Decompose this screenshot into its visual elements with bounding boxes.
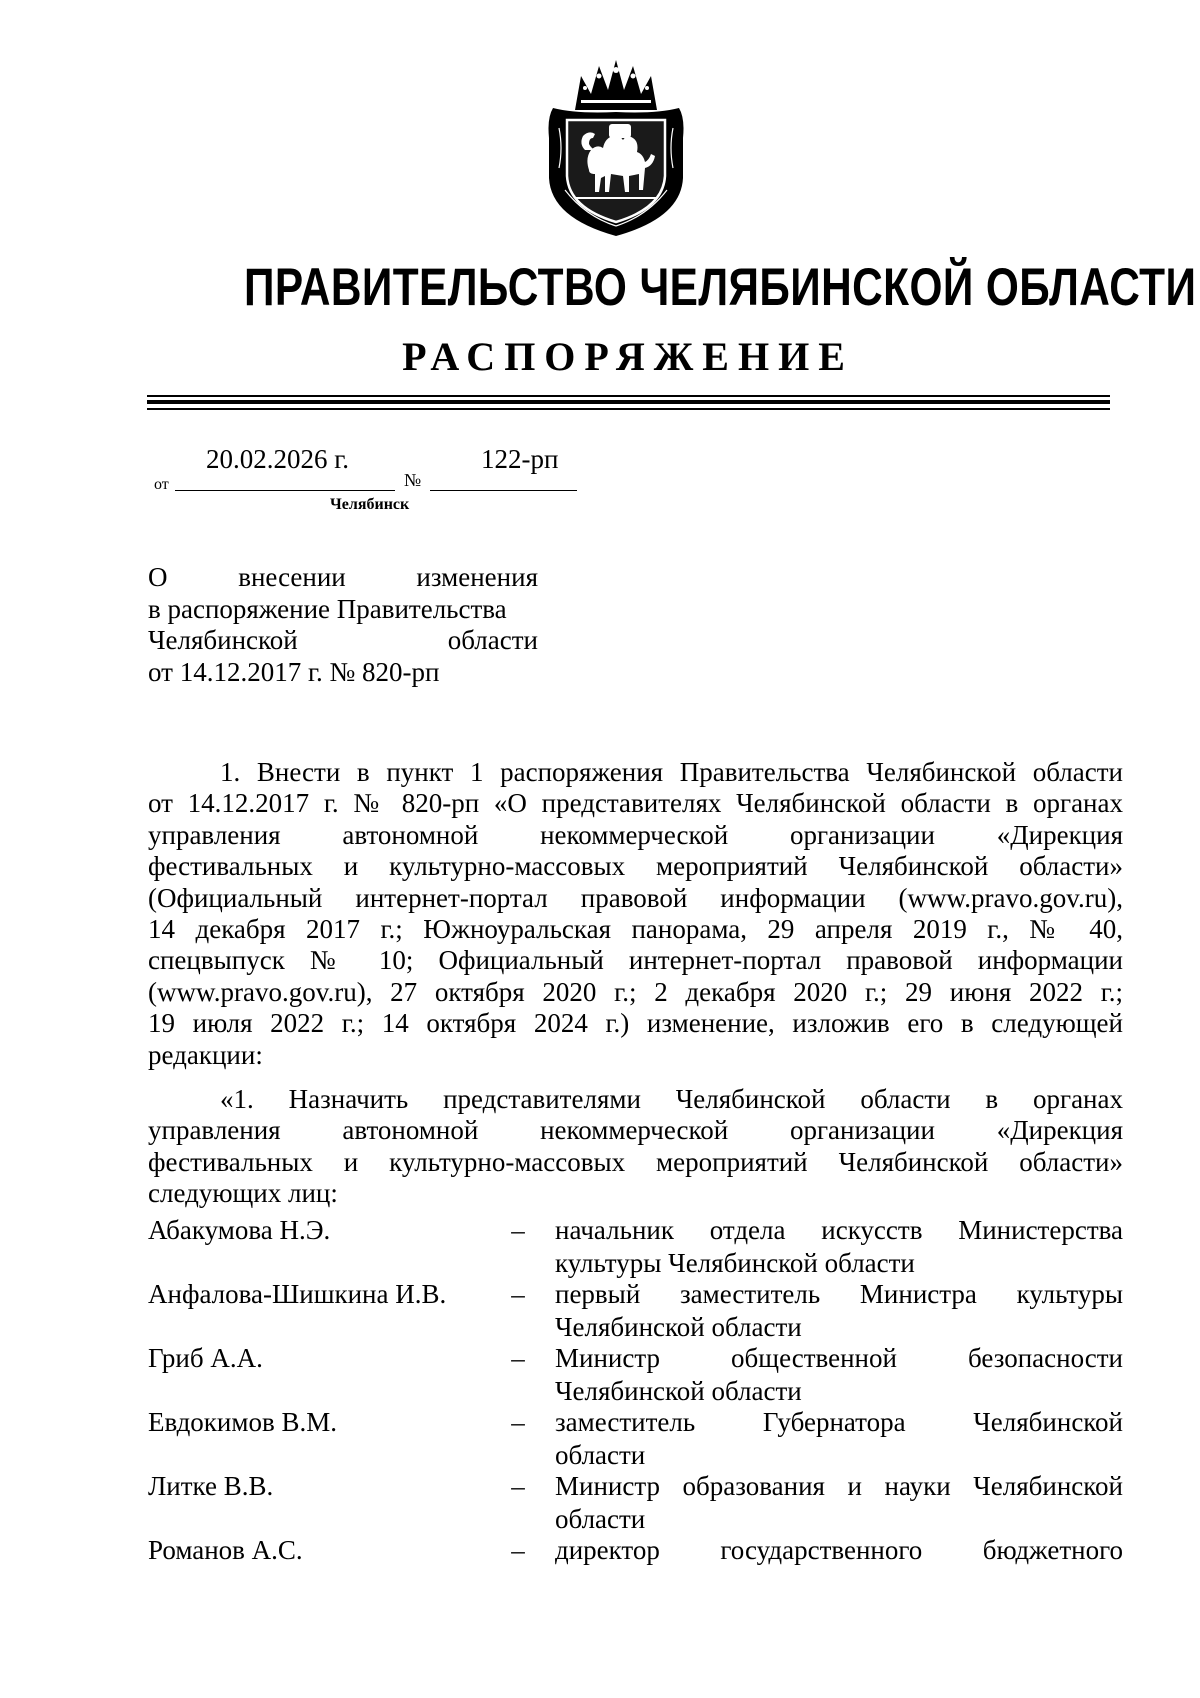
role-line: области [555, 1439, 646, 1470]
role-line: области [555, 1503, 646, 1534]
person-role [555, 1470, 1123, 1535]
header-divider-thin-top [147, 395, 1110, 397]
subject-line: О внесении изменения [148, 562, 538, 592]
date-prefix-label: от [154, 476, 169, 493]
dash-separator: – [511, 1215, 525, 1245]
paragraph-line: «1. Назначить представителями Челябинской области в органах [220, 1084, 1123, 1114]
document-kind-title: РАСПОРЯЖЕНИЕ [402, 334, 854, 379]
dash-separator: – [511, 1343, 525, 1373]
document-subject [148, 562, 538, 688]
role-line: Челябинской области [555, 1375, 802, 1406]
paragraph-line: фестивальных и культурно-массовых мероприятий Челябинской области» [148, 851, 1123, 882]
role-line: начальник отдела искусств Министерства [555, 1215, 1123, 1245]
document-date: 20.02.2026 г. [206, 444, 350, 474]
paragraph-line: 1. Внести в пункт 1 распоряжения Правительства Челябинской области [220, 757, 1123, 787]
paragraph-line: управления автономной некоммерческой организации «Дирекция [148, 1115, 1123, 1146]
paragraph-line: (Официальный интернет-портал правовой информации (www.pravo.gov.ru), [148, 882, 1123, 913]
dash-separator: – [511, 1471, 525, 1501]
person-role [555, 1406, 1123, 1471]
city-label: Челябинск [330, 496, 410, 513]
representatives-list [148, 1214, 1123, 1598]
role-line: директор государственного бюджетного [555, 1535, 1123, 1565]
role-line: первый заместитель Министра культуры [555, 1279, 1123, 1309]
list-item [148, 1406, 1123, 1470]
header-divider-thin-bottom [147, 408, 1110, 410]
list-item [148, 1214, 1123, 1278]
paragraph-line: фестивальных и культурно-массовых мероприятий Челябинской области» [148, 1146, 1123, 1177]
person-name: Литке В.В. [148, 1471, 274, 1501]
subject-line: Челябинской области [148, 625, 538, 655]
paragraph-line: следующих лиц: [148, 1178, 338, 1209]
dash-separator: – [511, 1279, 525, 1309]
person-name: Абакумова Н.Э. [148, 1215, 331, 1245]
person-name: Анфалова-Шишкина И.В. [148, 1279, 447, 1309]
person-role [555, 1278, 1123, 1343]
paragraph-line: (www.pravo.gov.ru), 27 октября 2020 г.; 2 декабря 2020 г.; 29 июня 2022 г.; [148, 976, 1123, 1007]
list-item [148, 1278, 1123, 1342]
person-name: Гриб А.А. [148, 1343, 263, 1373]
number-prefix-label: № [404, 470, 422, 490]
dash-separator: – [511, 1535, 525, 1565]
person-role [555, 1534, 1123, 1567]
paragraph-line: управления автономной некоммерческой организации «Дирекция [148, 819, 1123, 850]
paragraph-line: 19 июля 2022 г.; 14 октября 2024 г.) изменение, изложив его в следующей [148, 1008, 1123, 1039]
document-number: 122-рп [481, 444, 559, 474]
header-divider-thick [147, 400, 1110, 404]
paragraph-line: спецвыпуск № 10; Официальный интернет-портал правовой информации [148, 945, 1123, 976]
dash-separator: – [511, 1407, 525, 1437]
list-item [148, 1342, 1123, 1406]
subject-line: в распоряжение Правительства [148, 593, 507, 624]
role-line: Челябинской области [555, 1311, 802, 1342]
role-line: Министр общественной безопасности [555, 1343, 1123, 1373]
list-item [148, 1534, 1123, 1598]
role-line: Министр образования и науки Челябинской [555, 1471, 1123, 1501]
subject-line: от 14.12.2017 г. № 820-рп [148, 656, 440, 687]
date-underline [175, 490, 395, 491]
paragraph-line: от 14.12.2017 г. № 820-рп «О представителях Челябинской области в органах [148, 788, 1123, 819]
list-item [148, 1470, 1123, 1534]
coat-of-arms-icon [545, 58, 687, 238]
person-name: Романов А.С. [148, 1535, 303, 1565]
paragraph-line: 14 декабря 2017 г.; Южноуральская панорама, 29 апреля 2019 г., № 40, [148, 914, 1123, 945]
paragraph-line: редакции: [148, 1039, 263, 1070]
government-name: ПРАВИТЕЛЬСТВО ЧЕЛЯБИНСКОЙ ОБЛАСТИ [244, 258, 1197, 317]
paragraph-2 [148, 1084, 1123, 1210]
role-line: культуры Челябинской области [555, 1247, 915, 1278]
person-name: Евдокимов В.М. [148, 1407, 337, 1437]
role-line: заместитель Губернатора Челябинской [555, 1407, 1123, 1437]
person-role [555, 1342, 1123, 1407]
person-role [555, 1214, 1123, 1279]
number-underline [430, 490, 577, 491]
paragraph-1 [148, 757, 1123, 1071]
